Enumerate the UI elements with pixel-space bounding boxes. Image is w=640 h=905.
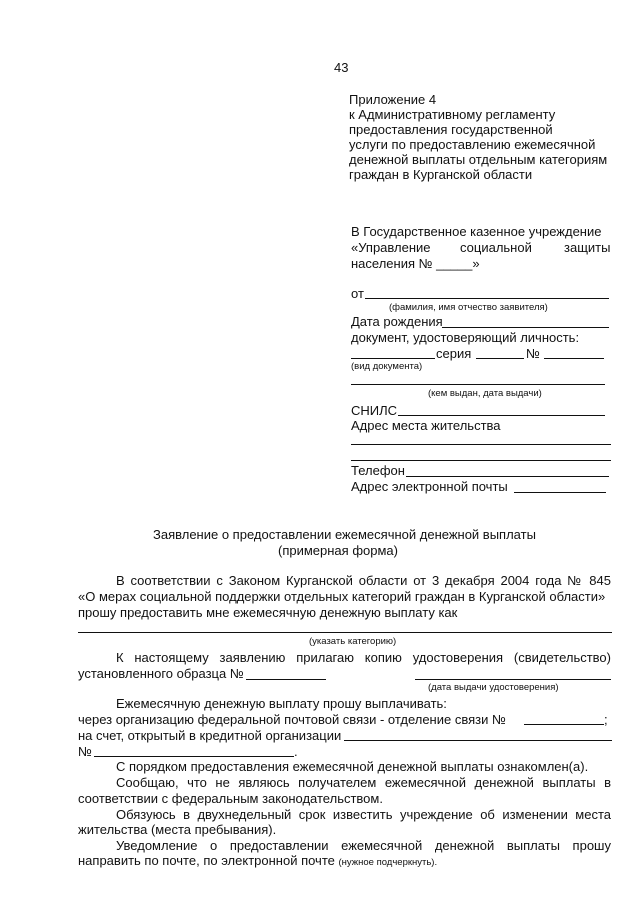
para-1-line-3: прошу предоставить мне ежемесячную денежную выплату как	[78, 605, 458, 620]
addressee-line-2a: «Управление	[351, 240, 431, 255]
addressee-line-2b: социальной	[460, 240, 532, 255]
address-field-line-2[interactable]	[351, 460, 611, 461]
phone-field-line[interactable]	[406, 476, 609, 477]
para-3-line-4: №	[78, 744, 92, 759]
para-3-line-2: через организацию федеральной почтовой связи - отделение связи №	[78, 712, 506, 727]
post-office-field-line[interactable]	[524, 724, 604, 725]
phone-label: Телефон	[351, 463, 405, 478]
id-doc-label: документ, удостоверяющий личность:	[351, 330, 580, 345]
address-field-line-1[interactable]	[351, 444, 611, 445]
para-7-line-2	[78, 853, 437, 868]
addressee-line-3: населения № _____»	[351, 256, 480, 271]
series-field-line[interactable]	[476, 358, 524, 359]
appendix-line-6: граждан в Курганской области	[349, 167, 533, 182]
appendix-line-1: Приложение 4	[349, 92, 437, 107]
para-2-line-1: К настоящему заявлению прилагаю копию удостоверения (свидетельство)	[116, 650, 611, 665]
certificate-date-line[interactable]	[415, 679, 611, 680]
doc-type-field-line[interactable]	[351, 358, 435, 359]
para-1-line-1: В соответствии с Законом Курганской области от 3 декабря 2004 года № 845	[116, 573, 611, 588]
date-hint: (дата выдачи удостоверения)	[428, 682, 559, 693]
number-field-line[interactable]	[544, 358, 604, 359]
account-period: .	[294, 744, 298, 759]
para-3-line-1: Ежемесячную денежную выплату прошу выплачивать:	[116, 696, 447, 711]
address-label: Адрес места жительства	[351, 418, 501, 433]
from-label: от	[351, 286, 364, 301]
appendix-line-4: услуги по предоставлению ежемесячной	[349, 137, 596, 152]
doc-type-hint: (вид документа)	[351, 361, 423, 372]
number-label: №	[526, 346, 540, 361]
issued-hint: (кем выдан, дата выдачи)	[428, 388, 542, 399]
para-7-hint: (нужное подчеркнуть).	[338, 857, 438, 868]
form-subtitle: (примерная форма)	[278, 543, 398, 558]
name-hint: (фамилия, имя отчество заявителя)	[389, 302, 548, 313]
addressee-line-1: В Государственное казенное учреждение	[351, 224, 602, 239]
para-6-line-1: Обязуюсь в двухнедельный срок известить учреждение об изменении места	[116, 807, 611, 822]
email-field-line[interactable]	[514, 492, 606, 493]
email-label: Адрес электронной почты	[351, 479, 508, 494]
category-hint: (указать категорию)	[309, 636, 397, 647]
appendix-line-2: к Административному регламенту	[349, 107, 556, 122]
snils-field-line[interactable]	[398, 415, 605, 416]
para-2-line-2: установленного образца №	[78, 666, 244, 681]
addressee-line-2c: защиты	[564, 240, 611, 255]
birth-field-line[interactable]	[442, 327, 609, 328]
para-5-line-1: Сообщаю, что не являюсь получателем ежемесячной денежной выплаты в	[116, 775, 611, 790]
para-6-line-2: жительства (места пребывания).	[78, 822, 277, 837]
para-3-line-3: на счет, открытый в кредитной организации	[78, 728, 342, 743]
birth-label: Дата рождения	[351, 314, 443, 329]
category-field-line[interactable]	[78, 632, 612, 633]
para-1-line-2: «О мерах социальной поддержки отдельных категорий граждан в Курганской области»	[78, 589, 606, 604]
bank-field-line[interactable]	[344, 740, 612, 741]
para-4: С порядком предоставления ежемесячной денежной выплаты ознакомлен(а).	[116, 759, 589, 774]
certificate-number-line[interactable]	[246, 679, 326, 680]
form-title: Заявление о предоставлении ежемесячной денежной выплаты	[153, 527, 536, 542]
account-field-line[interactable]	[94, 756, 294, 757]
name-field-line[interactable]	[365, 298, 609, 299]
post-office-semicolon: ;	[604, 712, 608, 727]
appendix-line-5: денежной выплаты отдельным категориям	[349, 152, 608, 167]
para-5-line-2: соответствии с федеральным законодательством.	[78, 791, 383, 806]
page-number: 43	[334, 60, 349, 75]
snils-label: СНИЛС	[351, 403, 398, 418]
para-7-text: направить по почте, по электронной почте	[78, 853, 335, 868]
appendix-line-3: предоставления государственной	[349, 122, 553, 137]
issued-field-line[interactable]	[351, 384, 605, 385]
para-7-line-1: Уведомление о предоставлении ежемесячной денежной выплаты прошу	[116, 838, 611, 853]
series-label: серия	[436, 346, 472, 361]
